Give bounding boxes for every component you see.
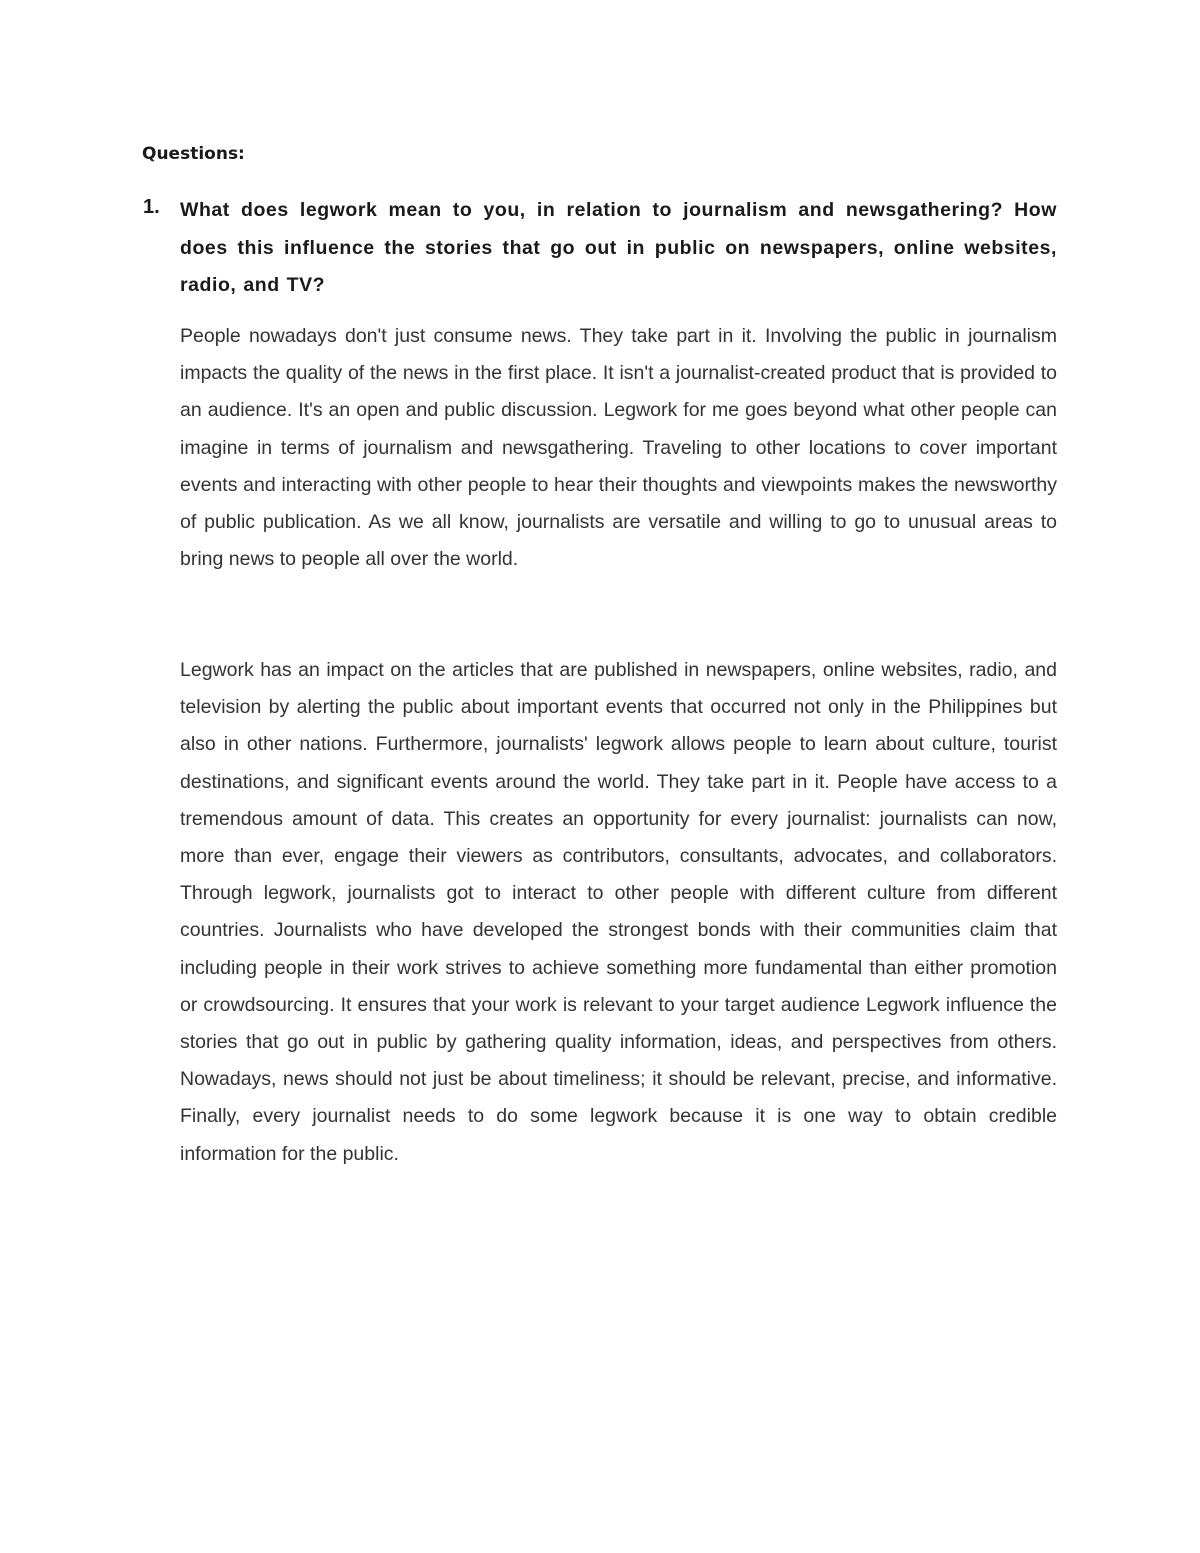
- answer-paragraph: People nowadays don't just consume news. They take part in it. Involving the public in journalism impacts the quality of the news in the first place. It isn't a journalist-created product that is provided to an audience. It's an open and public discussion. Legwork for me goes beyond what other people can imagine in terms of journalism and newsgathering. Traveling to other locations to cover important events and interacting with other people to hear their thoughts and viewpoints makes the newsworthy of public publication. As we all know, journalists are versatile and willing to go to unusual areas to bring news to people all over the world.: [180, 325, 1057, 571]
- question-text: What does legwork mean to you, in relation to journalism and newsgathering? How does this influence the stories that go out in public on newspapers, online websites, radio, and TV?: [180, 199, 1057, 296]
- question-number: 1.: [143, 196, 160, 218]
- section-heading: Questions:: [142, 144, 245, 164]
- answer-paragraph: Legwork has an impact on the articles that are published in newspapers, online websites, radio, and television by alerting the public about important events that occurred not only in the Philippines but also in other nations. Furthermore, journalists' legwork allows people to learn about culture, tourist destinations, and significant events around the world. They take part in it. People have access to a tremendous amount of data. This creates an opportunity for every journalist: journalists can now, more than ever, engage their viewers as contributors, consultants, advocates, and collaborators. Through legwork, journalists got to interact to other people with different culture from different countries. Journalists who have developed the strongest bonds with their communities claim that including people in their work strives to achieve something more fundamental than either promotion or crowdsourcing. It ensures that your work is relevant to your target audience Legwork influence the stories that go out in public by gathering quality information, ideas, and perspectives from others. Nowadays, news should not just be about timeliness; it should be relevant, precise, and informative. Finally, every journalist needs to do some legwork because it is one way to obtain credible information for the public.: [180, 659, 1057, 1165]
